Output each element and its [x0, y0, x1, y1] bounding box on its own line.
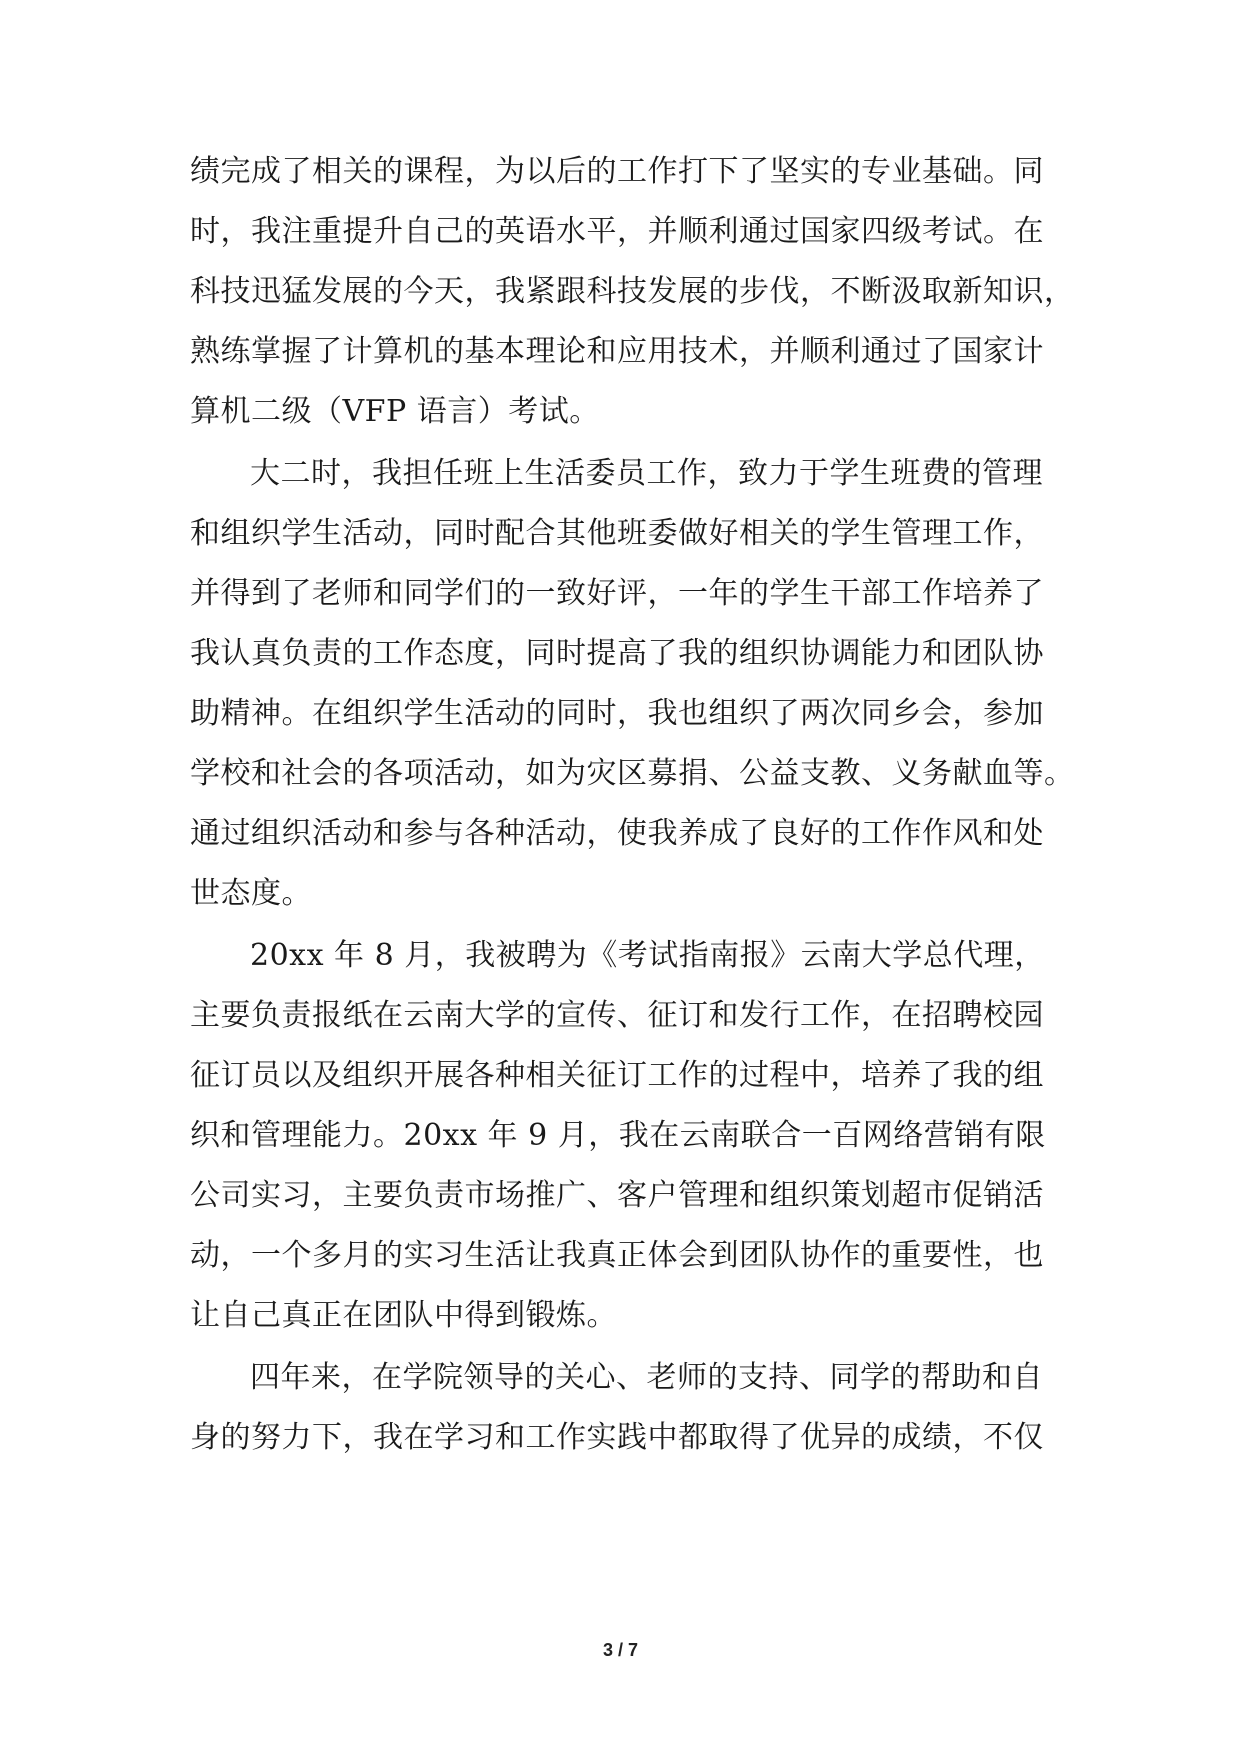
text-line: 熟练掌握了计算机的基本理论和应用技术，并顺利通过了国家计 [190, 334, 1044, 369]
text-line: 身的努力下，我在学习和工作实践中都取得了优异的成绩，不仅 [190, 1420, 1044, 1455]
text-line: 征订员以及组织开展各种相关征订工作的过程中，培养了我的组 [190, 1058, 1044, 1093]
text-line: 绩完成了相关的课程，为以后的工作打下了坚实的专业基础。同 [190, 154, 1044, 189]
text-line: 助精神。在组织学生活动的同时，我也组织了两次同乡会，参加 [190, 696, 1044, 731]
text-line: 公司实习，主要负责市场推广、客户管理和组织策划超市促销活 [190, 1178, 1044, 1213]
text-line: 科技迅猛发展的今天，我紧跟科技发展的步伐，不断汲取新知识， [190, 274, 1075, 309]
text-line: 通过组织活动和参与各种活动，使我养成了良好的工作作风和处 [190, 816, 1044, 851]
text-line: 大二时，我担任班上生活委员工作，致力于学生班费的管理 [250, 456, 1043, 491]
text-line: 世态度。 [190, 876, 312, 911]
text-line: 让自己真正在团队中得到锻炼。 [190, 1298, 617, 1333]
text-line: 并得到了老师和同学们的一致好评，一年的学生干部工作培养了 [190, 576, 1044, 611]
page-number: 3 / 7 [602, 1640, 639, 1660]
text-line: 算机二级（VFP 语言）考试。 [190, 394, 600, 429]
text-line: 我认真负责的工作态度，同时提高了我的组织协调能力和团队协 [190, 636, 1044, 671]
text-line: 时，我注重提升自己的英语水平，并顺利通过国家四级考试。在 [190, 214, 1044, 249]
text-line: 四年来，在学院领导的关心、老师的支持、同学的帮助和自 [250, 1360, 1043, 1395]
text-line: 动，一个多月的实习生活让我真正体会到团队协作的重要性，也 [190, 1238, 1044, 1273]
text-line: 织和管理能力。20xx 年 9 月，我在云南联合一百网络营销有限 [190, 1118, 1046, 1153]
text-line: 20xx 年 8 月，我被聘为《考试指南报》云南大学总代理， [250, 938, 1045, 973]
text-line: 学校和社会的各项活动，如为灾区募捐、公益支教、义务献血等。 [190, 756, 1075, 791]
text-line: 和组织学生活动，同时配合其他班委做好相关的学生管理工作， [190, 516, 1044, 551]
text-line: 主要负责报纸在云南大学的宣传、征订和发行工作，在招聘校园 [190, 998, 1044, 1033]
